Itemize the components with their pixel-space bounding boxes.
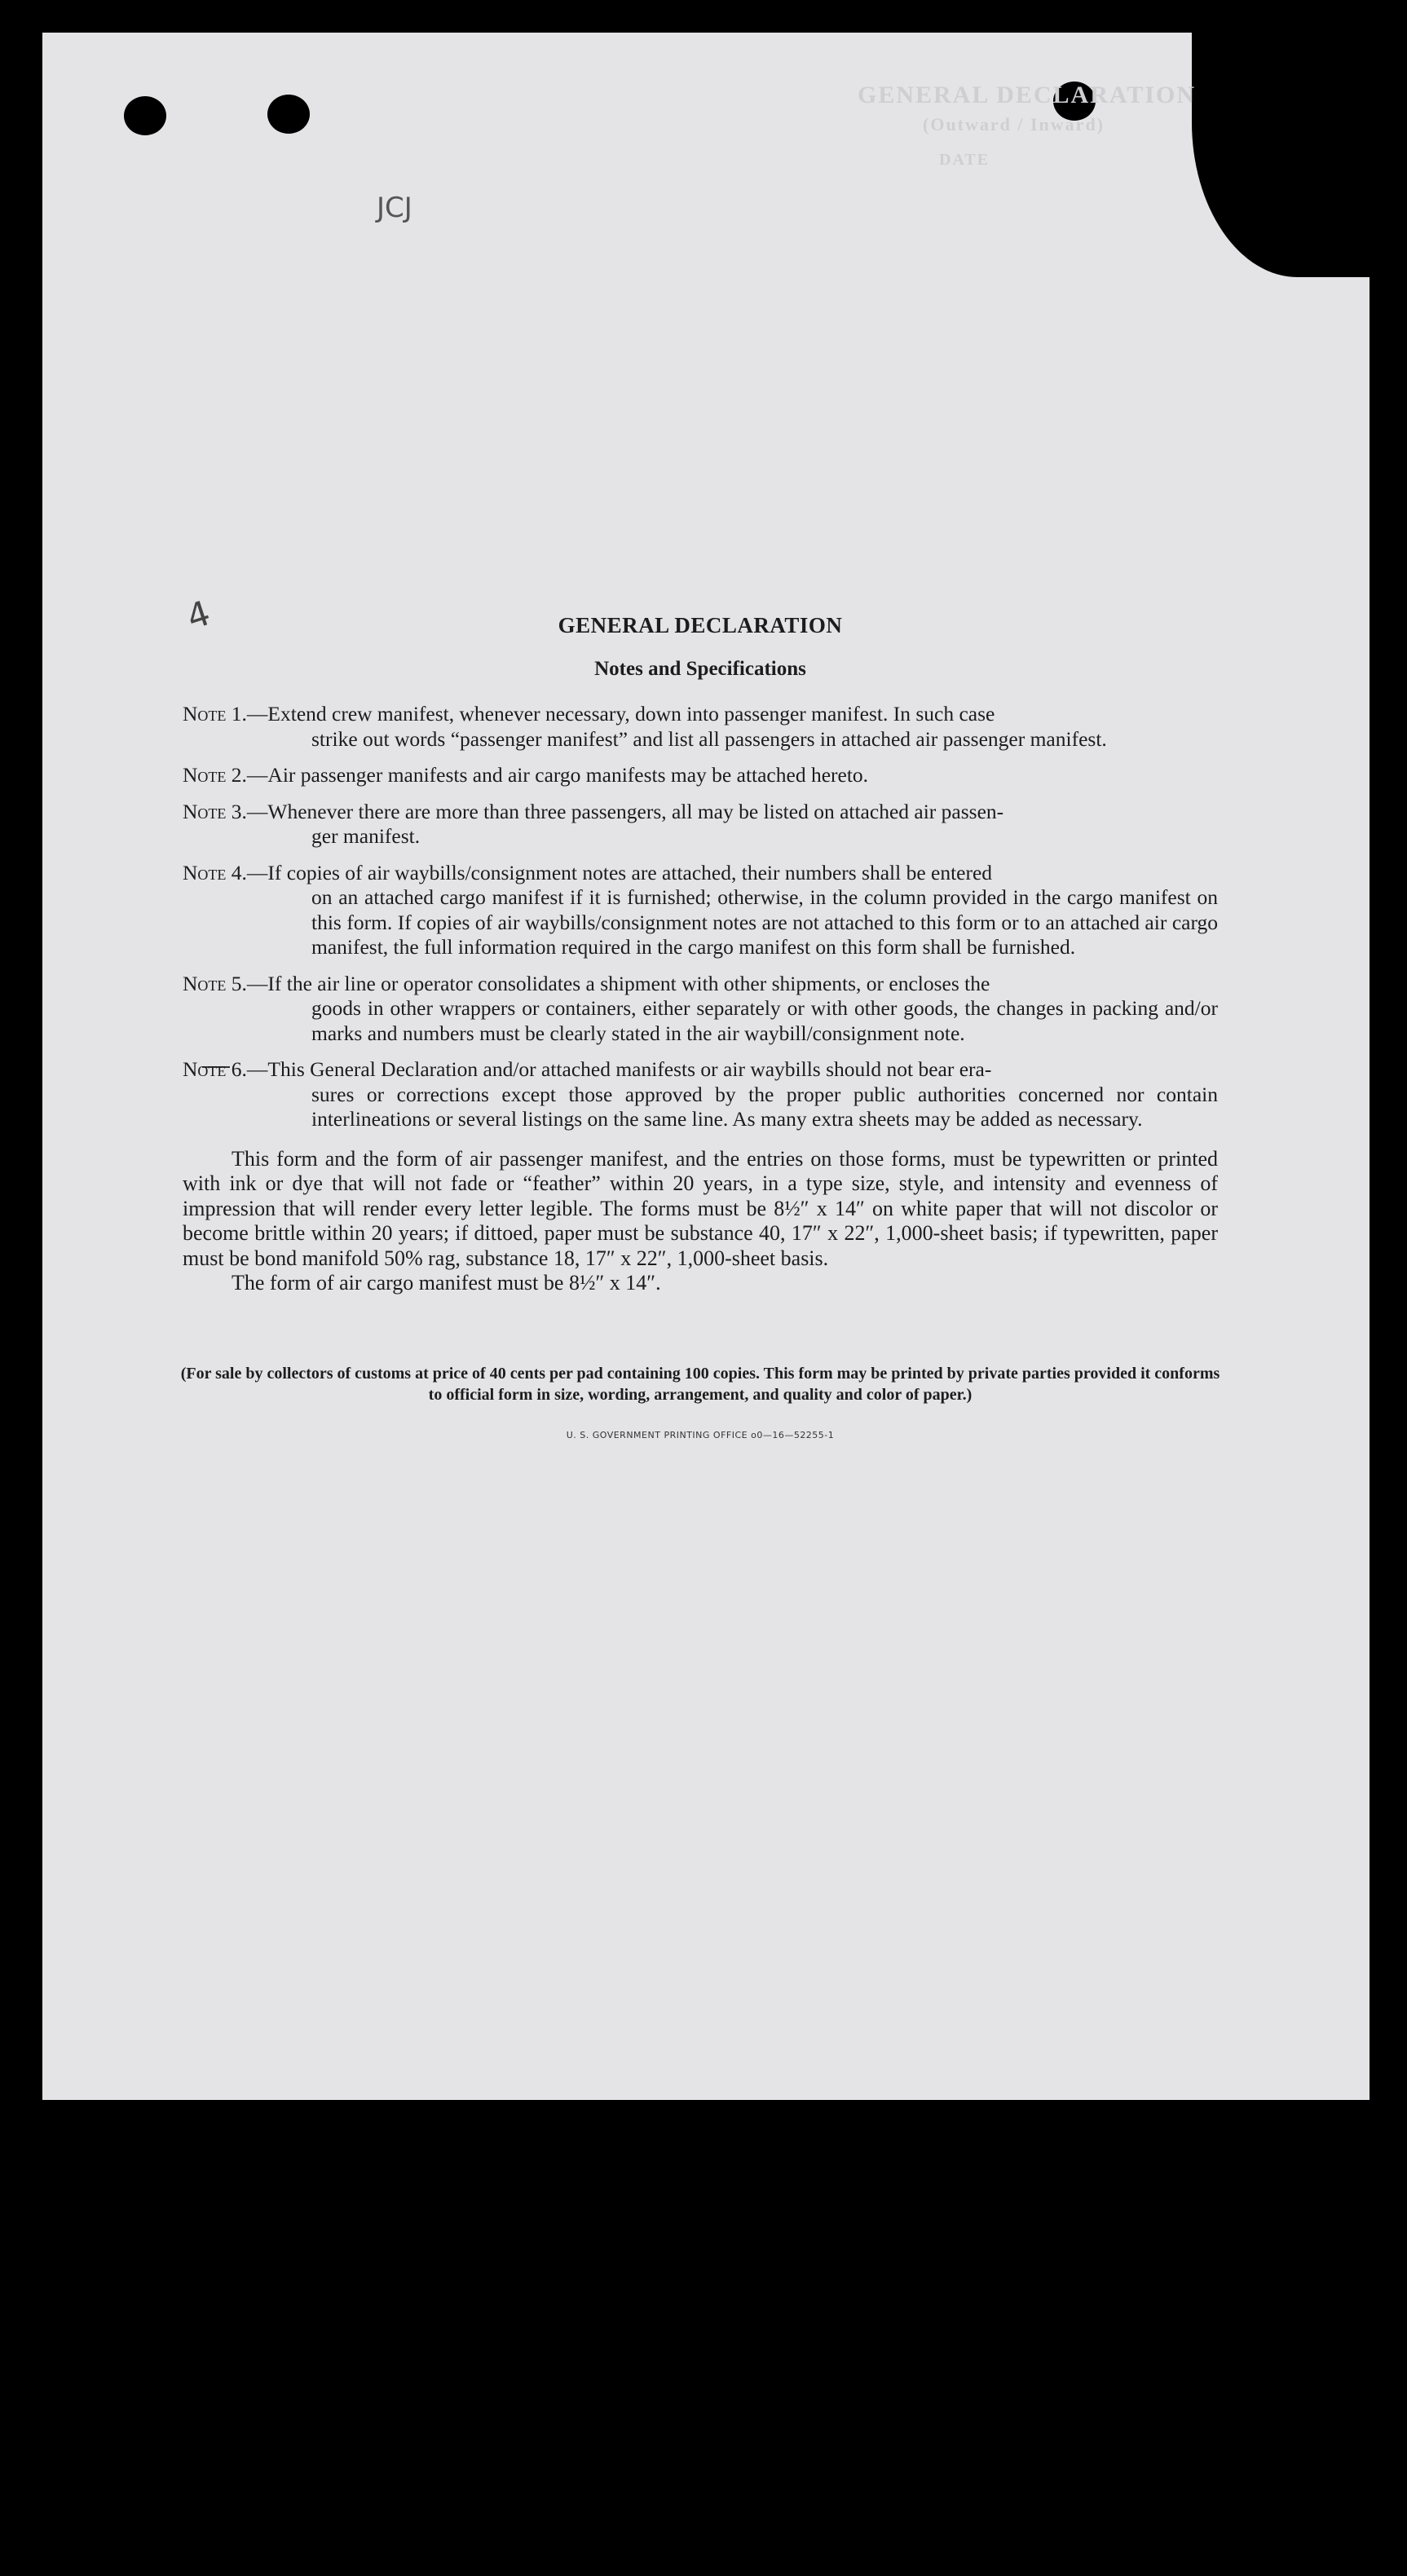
note-label: Note 4. <box>183 860 247 884</box>
note-text-continued: sures or corrections except those approved by the proper public authorities concerned nor contain interlineations or several listings on the same line. As many extra sheets may be added as necessary. <box>311 1082 1218 1131</box>
printer-imprint: U. S. GOVERNMENT PRINTING OFFICE o0—16—52255-1 <box>566 1429 835 1440</box>
note-text-continued: on an attached cargo manifest if it is furnished; otherwise, in the column provided in the cargo manifest on this form. If copies of air waybills/consignment notes are not attached to this form or to an attached air cargo manifest, the full information required in the cargo manifest on this form shall be furnished. <box>311 885 1218 959</box>
note-text-first-line: —Extend crew manifest, whenever necessary, down into passenger manifest. In such case <box>246 702 995 726</box>
note-text-continued: goods in other wrappers or containers, either separately or with other goods, the changes in packing and/or marks and numbers must be clearly stated in the air waybill/consignment note. <box>311 996 1218 1045</box>
note-text-first-line: —Whenever there are more than three passengers, all may be listed on attached air passen- <box>246 799 1004 823</box>
note-2 <box>183 763 1218 788</box>
note-text-continued: strike out words “passenger manifest” and list all passengers in attached air passenger manifest. <box>311 726 1107 751</box>
note-5 <box>183 972 1218 1047</box>
document-page <box>42 33 1370 2100</box>
note-text-first-line: —If copies of air waybills/consignment notes are attached, their numbers shall be entered <box>246 860 993 884</box>
note-6 <box>183 1057 1218 1132</box>
note-4 <box>183 861 1218 960</box>
note-label: Note 1. <box>183 702 247 726</box>
specification-text: This form and the form of air passenger manifest, and the entries on those forms, must be typewritten or printed with ink or dye that will not fade or “feather” within 20 years, in a type size, style, and intensity and evenness of impression that will render every letter legible. The forms must be 8½″ x 14″ on white paper that will not discolor or become brittle within 20 years; if dittoed, paper must be substance 40, 17″ x 22″, 1,000-sheet basis; if typewritten, paper must be bond manifold 50% rag, substance 18, 17″ x 22″, 1,000-sheet basis. <box>183 1146 1218 1270</box>
note-text-first-line: —If the air line or operator consolidates a shipment with other shipments, or encloses the <box>246 971 990 995</box>
form-title: GENERAL DECLARATION <box>558 613 843 637</box>
note-text-continued: ger manifest. <box>311 824 421 848</box>
note-label: Note 6. <box>183 1057 247 1081</box>
torn-corner <box>1192 33 1370 277</box>
sale-notice: (For sale by collectors of customs at price of 40 cents per pad containing 100 copies. This form may be printed by private parties provided it conforms to official form in size, wording, arrangement, and quality and color of paper.) <box>180 1364 1220 1404</box>
bleed-through-date: DATE <box>939 151 990 169</box>
punch-hole-center-left <box>267 95 310 134</box>
handwritten-page-number: 4 <box>182 593 215 637</box>
note-text-first-line: —Air passenger manifests and air cargo manifests may be attached hereto. <box>246 763 869 787</box>
note-3 <box>183 800 1218 849</box>
note-label: Note 5. <box>183 971 247 995</box>
specification-paragraph <box>183 1147 1218 1272</box>
note-label: Note 2. <box>183 763 247 787</box>
note-label: Note 3. <box>183 799 247 823</box>
cargo-manifest-size-note: The form of air cargo manifest must be 8½″ x 14″. <box>232 1271 661 1295</box>
form-subtitle: Notes and Specifications <box>594 658 806 680</box>
bleed-through-header: GENERAL DECLARATION <box>858 82 1197 108</box>
form-body <box>180 613 1220 1440</box>
handwritten-scribble: JCJ <box>377 192 412 224</box>
punch-hole-left <box>124 96 166 135</box>
note-1 <box>183 702 1218 752</box>
bleed-through-subheader: (Outward / Inward) <box>923 114 1105 135</box>
note-text-first-line: —This General Declaration and/or attached manifests or air waybills should not bear era- <box>246 1057 992 1081</box>
